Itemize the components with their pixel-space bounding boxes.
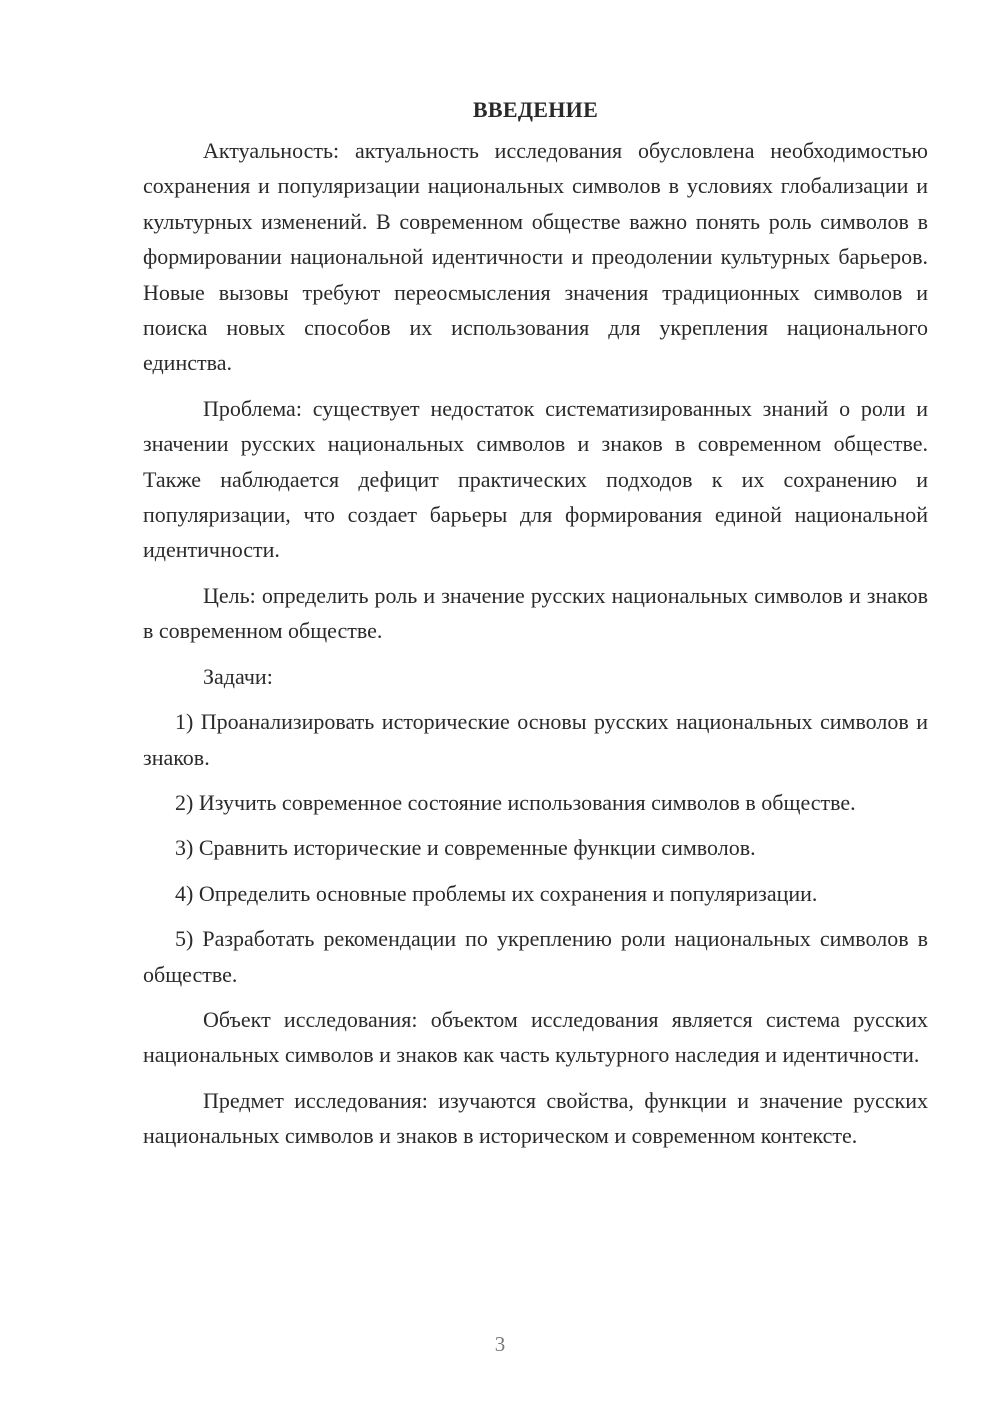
paragraph-problem: Проблема: существует недостаток систематизированных знаний о роли и значении русских национальных символов и знаков в современном обществе. Также наблюдается дефицит практических подходов к их сохранению и популяризации, что создает барьеры для формирования единой национальной идентичности. [143, 395, 928, 563]
paragraph-tasks-heading: Задачи: [203, 663, 273, 689]
task-item-3: 3) Сравнить исторические и современные функции символов. [175, 835, 756, 861]
task-item-5: 5) Разработать рекомендации по укреплению роли национальных символов в обществе. [143, 926, 928, 987]
paragraph-object: Объект исследования: объектом исследования является система русских национальных символов и знаков как часть культурного наследия и идентичности. [143, 1006, 928, 1068]
paragraph-goal: Цель: определить роль и значение русских национальных символов и знаков в современном обществе. [143, 582, 928, 644]
paragraph-subject: Предмет исследования: изучаются свойства, функции и значение русских национальных символов и знаков в историческом и современном контексте. [143, 1087, 928, 1149]
task-item-2: 2) Изучить современное состояние использования символов в обществе. [175, 789, 856, 815]
page-number: 3 [494, 1332, 506, 1356]
paragraph-relevance: Актуальность: актуальность исследования обусловлена необходимостью сохранения и популяризации национальных символов в условиях глобализации и культурных изменений. В современном обществе важно понять роль символов в формировании национальной идентичности и преодолении культурных барьеров. Новые вызовы требуют переосмысления значения традиционных символов и поиска новых способов их использования для укрепления национального единства. [143, 138, 928, 376]
task-item-4: 4) Определить основные проблемы их сохранения и популяризации. [175, 880, 818, 906]
page-title: ВВЕДЕНИЕ [472, 97, 599, 122]
document-page [143, 92, 928, 1154]
task-item-1: 1) Проанализировать исторические основы русских национальных символов и знаков. [143, 709, 928, 770]
